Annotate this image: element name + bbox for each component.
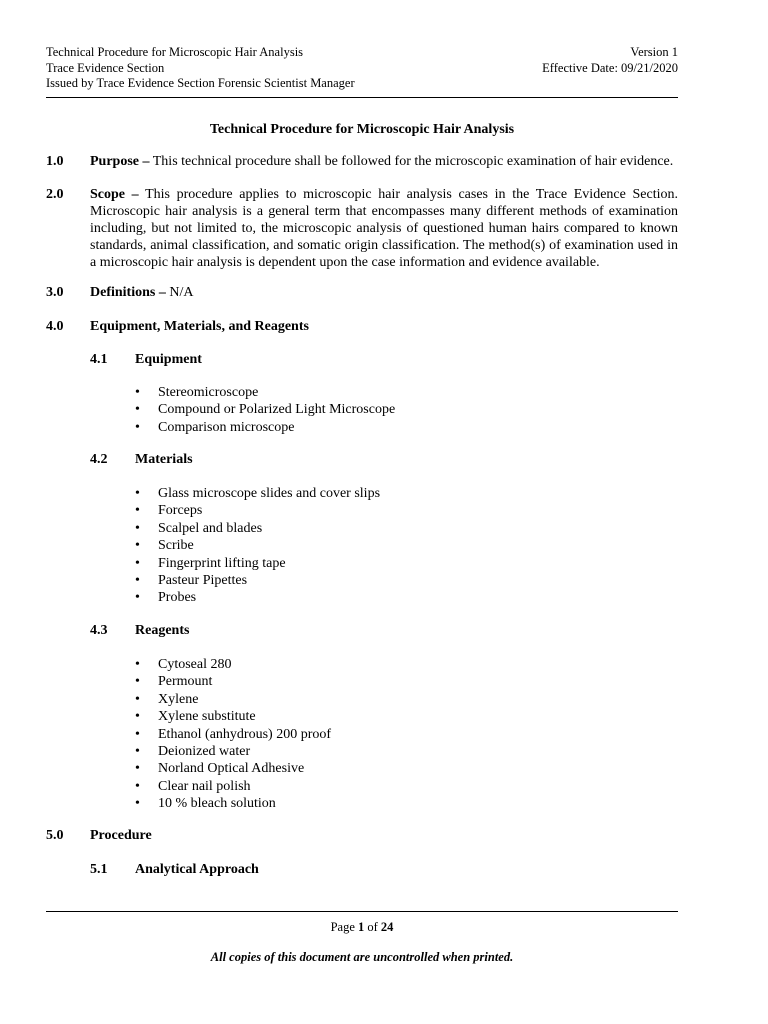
list-item-text: Permount (158, 674, 213, 690)
list-item (135, 537, 380, 554)
subsection-number: 4.3 (90, 623, 108, 638)
section-text: This procedure applies to microscopic hair analysis cases in the Trace Evidence Section. Microscopic hair analysis is a general term that encompasses many different methods of examination including, but not limited to, the microscopic analysis of questioned human hairs compared to known standards, animal classification, and somatic origin classification. The method(s) of examination used in a microscopic hair analysis is dependent upon the case information and evidence available. (90, 187, 679, 270)
list-item (135, 555, 380, 572)
list-item (135, 726, 331, 743)
bullet: • (135, 657, 140, 672)
list-item-text: Stereomicroscope (158, 385, 259, 400)
page-number (46, 919, 678, 936)
section-body (90, 318, 678, 335)
list-item (135, 384, 395, 401)
list-item-text: Scalpel and blades (158, 520, 263, 536)
subsection-number: 4.2 (90, 452, 108, 467)
section-body (90, 284, 678, 301)
bullet: • (135, 503, 140, 519)
section-body (90, 827, 678, 844)
section-heading: Equipment, Materials, and Reagents (90, 319, 309, 334)
list-item-text: 10 % bleach solution (158, 796, 276, 812)
list-item-text: Xylene substitute (158, 709, 256, 725)
list-item-text: Comparison microscope (158, 419, 295, 435)
list-item-text: Scribe (158, 538, 194, 554)
bullet: • (135, 778, 140, 794)
materials-list (135, 485, 380, 607)
header-version: Version 1 (630, 45, 678, 59)
header-doc-name: Technical Procedure for Microscopic Hair Analysis (46, 45, 304, 59)
page-prefix: Page (330, 920, 358, 934)
bullet: • (135, 555, 140, 571)
list-item (135, 502, 380, 519)
list-item-text: Deionized water (158, 743, 251, 759)
bullet: • (135, 385, 140, 400)
subsection-title: Materials (135, 452, 193, 467)
footer-divider (46, 911, 678, 912)
section-number: 2.0 (46, 187, 64, 202)
list-item (135, 419, 395, 436)
reagents-list (135, 656, 331, 813)
list-item-text: Probes (158, 590, 197, 606)
list-item (135, 656, 331, 673)
header-divider (46, 97, 678, 98)
list-item (135, 485, 380, 502)
header-effective-date: Effective Date: 09/21/2020 (542, 60, 678, 75)
list-item-text: Cytoseal 280 (158, 657, 232, 672)
list-item-text: Xylene (158, 691, 199, 707)
list-item-text: Glass microscope slides and cover slips (158, 486, 381, 501)
list-item-text: Clear nail polish (158, 778, 251, 794)
list-item (135, 778, 331, 795)
section-body (90, 186, 678, 271)
page-current: 1 (358, 920, 365, 934)
bullet: • (135, 674, 140, 690)
equipment-list (135, 384, 395, 436)
bullet: • (135, 538, 140, 554)
section-heading: Scope – (90, 187, 139, 202)
section-number: 5.0 (46, 828, 64, 843)
section-text: N/A (165, 285, 194, 300)
list-item-text: Norland Optical Adhesive (158, 761, 305, 777)
document-header-right (542, 45, 678, 76)
subsection-number: 5.1 (90, 862, 108, 877)
section-heading: Purpose – (90, 154, 150, 169)
bullet: • (135, 486, 140, 501)
bullet: • (135, 691, 140, 707)
bullet: • (135, 796, 140, 812)
section-number: 3.0 (46, 285, 64, 300)
bullet: • (135, 726, 140, 742)
section-body (90, 153, 678, 170)
header-issuer: Issued by Trace Evidence Section Forensic Scientist Manager (46, 76, 355, 90)
list-item (135, 673, 331, 690)
list-item (135, 795, 331, 812)
list-item (135, 401, 395, 418)
print-disclaimer: All copies of this document are uncontrolled when printed. (210, 950, 514, 964)
bullet: • (135, 402, 140, 418)
section-heading: Definitions – (90, 285, 166, 300)
section-number: 4.0 (46, 319, 64, 334)
list-item (135, 708, 331, 725)
header-section-name: Trace Evidence Section (46, 60, 165, 75)
list-item (135, 589, 380, 606)
list-item-text: Compound or Polarized Light Microscope (158, 402, 396, 418)
list-item-text: Fingerprint lifting tape (158, 555, 286, 571)
bullet: • (135, 572, 140, 588)
subsection-title: Reagents (135, 623, 190, 638)
list-item (135, 743, 331, 760)
section-number: 1.0 (46, 154, 64, 169)
list-item-text: Ethanol (anhydrous) 200 proof (158, 726, 332, 742)
subsection-title: Analytical Approach (135, 862, 259, 877)
bullet: • (135, 761, 140, 777)
list-item (135, 760, 331, 777)
section-heading: Procedure (90, 828, 152, 843)
bullet: • (135, 419, 140, 435)
subsection-number: 4.1 (90, 352, 108, 367)
list-item (135, 691, 331, 708)
subsection-title: Equipment (135, 352, 202, 367)
list-item-text: Forceps (158, 503, 203, 519)
section-text: This technical procedure shall be followed for the microscopic examination of hair evidence. (149, 154, 674, 169)
page-of: of (364, 920, 381, 934)
bullet: • (135, 743, 140, 759)
page-title: Technical Procedure for Microscopic Hair Analysis (209, 122, 515, 137)
list-item-text: Pasteur Pipettes (158, 572, 248, 588)
list-item (135, 520, 380, 537)
bullet: • (135, 709, 140, 725)
bullet: • (135, 590, 140, 606)
list-item (135, 572, 380, 589)
document-header-left (46, 45, 355, 92)
page-total: 24 (380, 920, 394, 934)
bullet: • (135, 520, 140, 536)
